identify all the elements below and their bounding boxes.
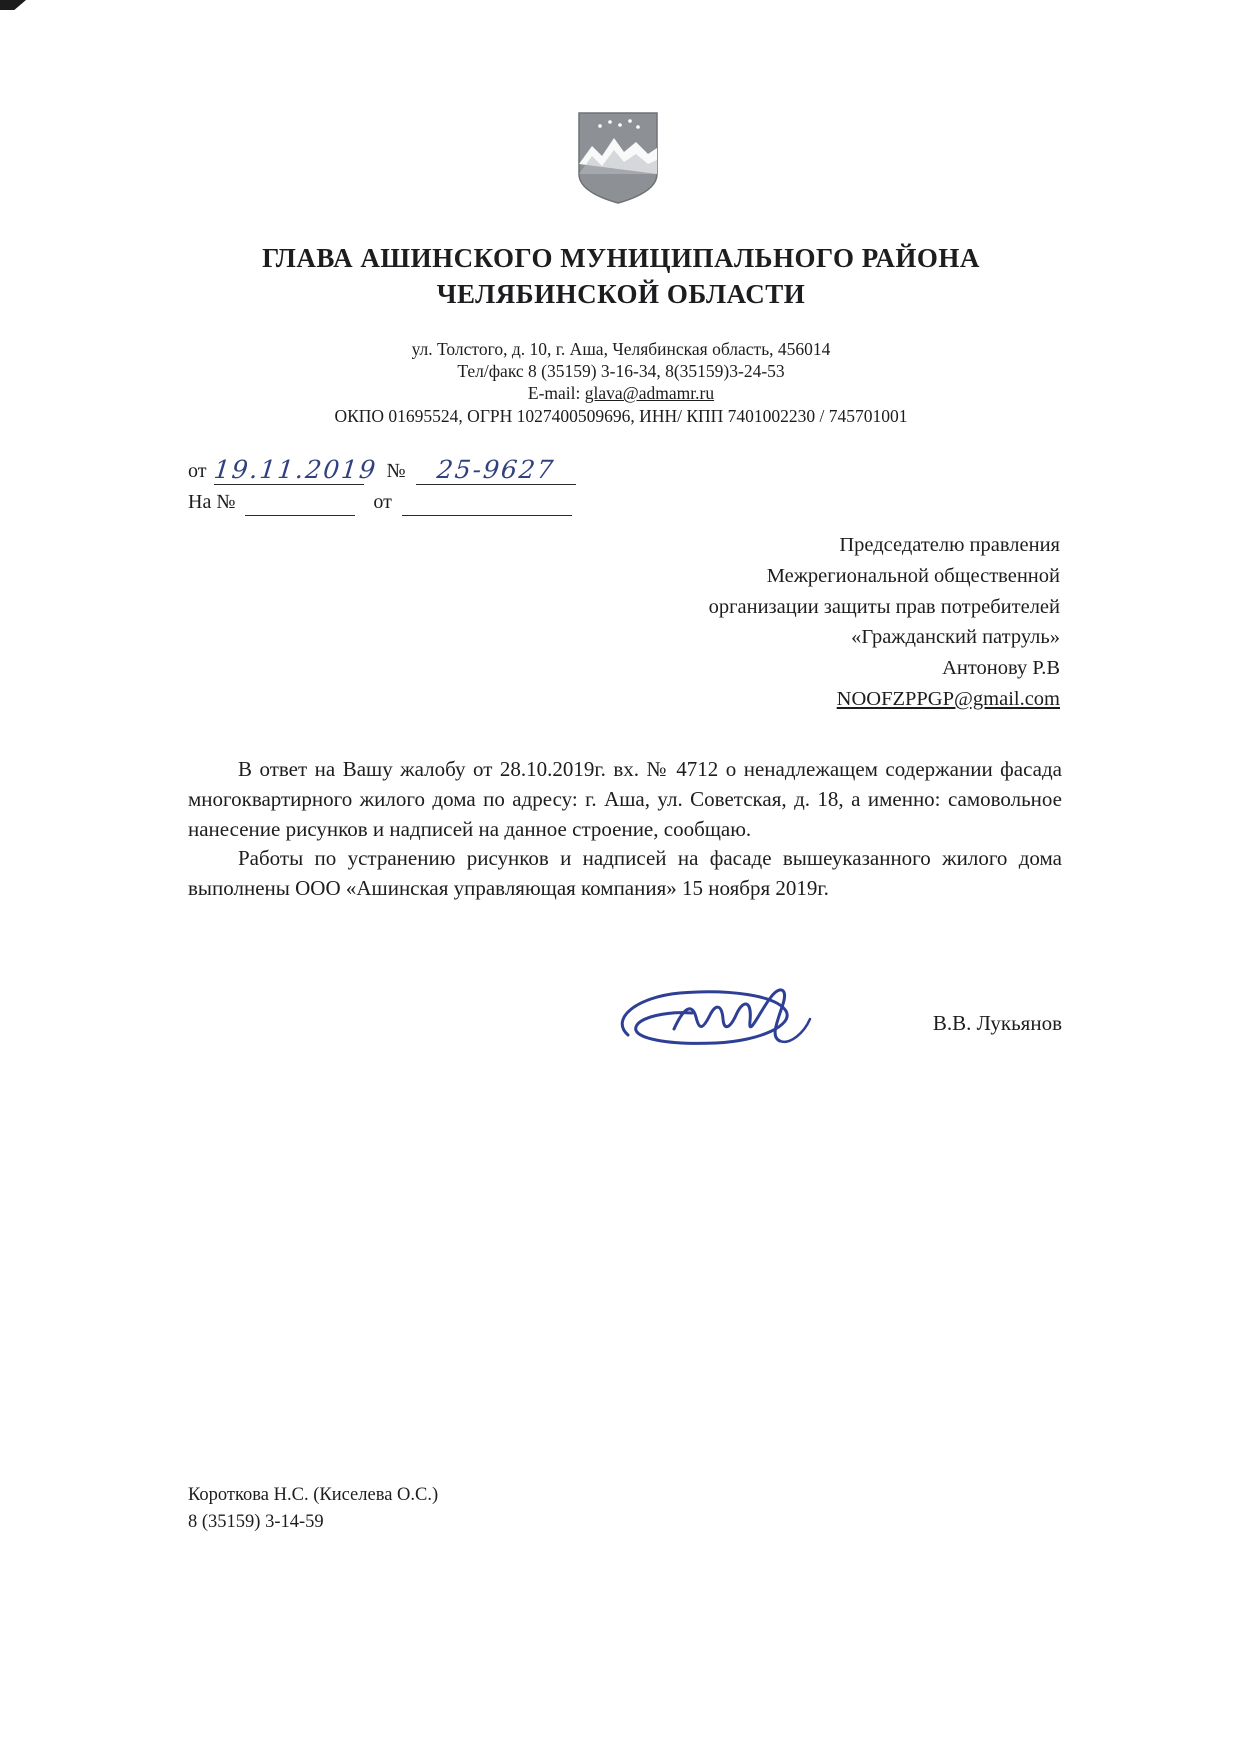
handwritten-number: 25-9627 [435,455,557,484]
reference-block [188,455,748,522]
number-label: № [386,460,406,482]
recipient-line: Межрегиональной общественной [766,564,1060,587]
recipient-line: организации защиты прав потребителей [708,595,1060,618]
org-title-line1: ГЛАВА АШИНСКОГО МУНИЦИПАЛЬНОГО РАЙОНА [262,243,980,273]
letter-body [188,755,1062,904]
org-title-line2: ЧЕЛЯБИНСКОЙ ОБЛАСТИ [436,279,806,310]
incoming-number-field [245,491,355,516]
org-address: ул. Толстого, д. 10, г. Аша, Челябинская область, 456014 [411,339,831,359]
executor-block [188,1482,438,1536]
scan-artifact [0,0,26,10]
letterhead-contacts [171,338,1071,427]
handwritten-signature-icon [608,975,838,1075]
body-paragraph-1: В ответ на Вашу жалобу от 28.10.2019г. вх. № 4712 о ненадлежащем содержании фасада многоквартирного жилого дома по адресу: г. Аша, ул. Советская, д. 18, а именно: самовольное нанесение рисунков и надписей на данное строение, сообщаю. [188,757,1062,841]
outgoing-ref-row [188,455,748,485]
executor-name: Короткова Н.С. (Киселева О.С.) [188,1485,439,1505]
email-label: E-mail: [527,383,585,404]
org-codes: ОКПО 01695524, ОГРН 1027400509696, ИНН/ КПП 7401002230 / 745701001 [334,405,908,426]
recipient-block [500,530,1060,715]
na-label: На № [188,491,236,513]
recipient-line: «Гражданский патруль» [851,626,1060,649]
body-paragraph-2: Работы по устранению рисунков и надписей на фасаде вышеуказанного жилого дома выполнены ООО «Ашинская управляющая компания» 15 ноября 2019г. [188,846,1062,901]
outgoing-date-field [212,455,380,485]
ot2-label: от [373,491,392,513]
org-title [120,240,1122,313]
recipient-email: NOOFZPPGP@gmail.com [836,687,1060,710]
executor-phone: 8 (35159) 3-14-59 [188,1511,324,1532]
recipient-name: Антонову Р.В [942,657,1060,679]
signature-area [188,965,1062,1075]
org-phone: Тел/факс 8 (35159) 3-16-34, 8(35159)3-24-53 [457,361,785,382]
signatory-name: В.В. Лукьянов [932,1011,1062,1035]
coat-of-arms-icon [578,112,658,204]
org-email: glava@admamr.ru [584,383,715,404]
incoming-ref-row [188,491,748,516]
handwritten-date: 19.11.2019 [212,455,380,484]
incoming-date-field [402,491,572,516]
recipient-line: Председателю правления [839,534,1060,556]
outgoing-number-field [416,455,576,485]
ot-label: от [188,460,207,482]
org-email-line [171,382,1071,404]
